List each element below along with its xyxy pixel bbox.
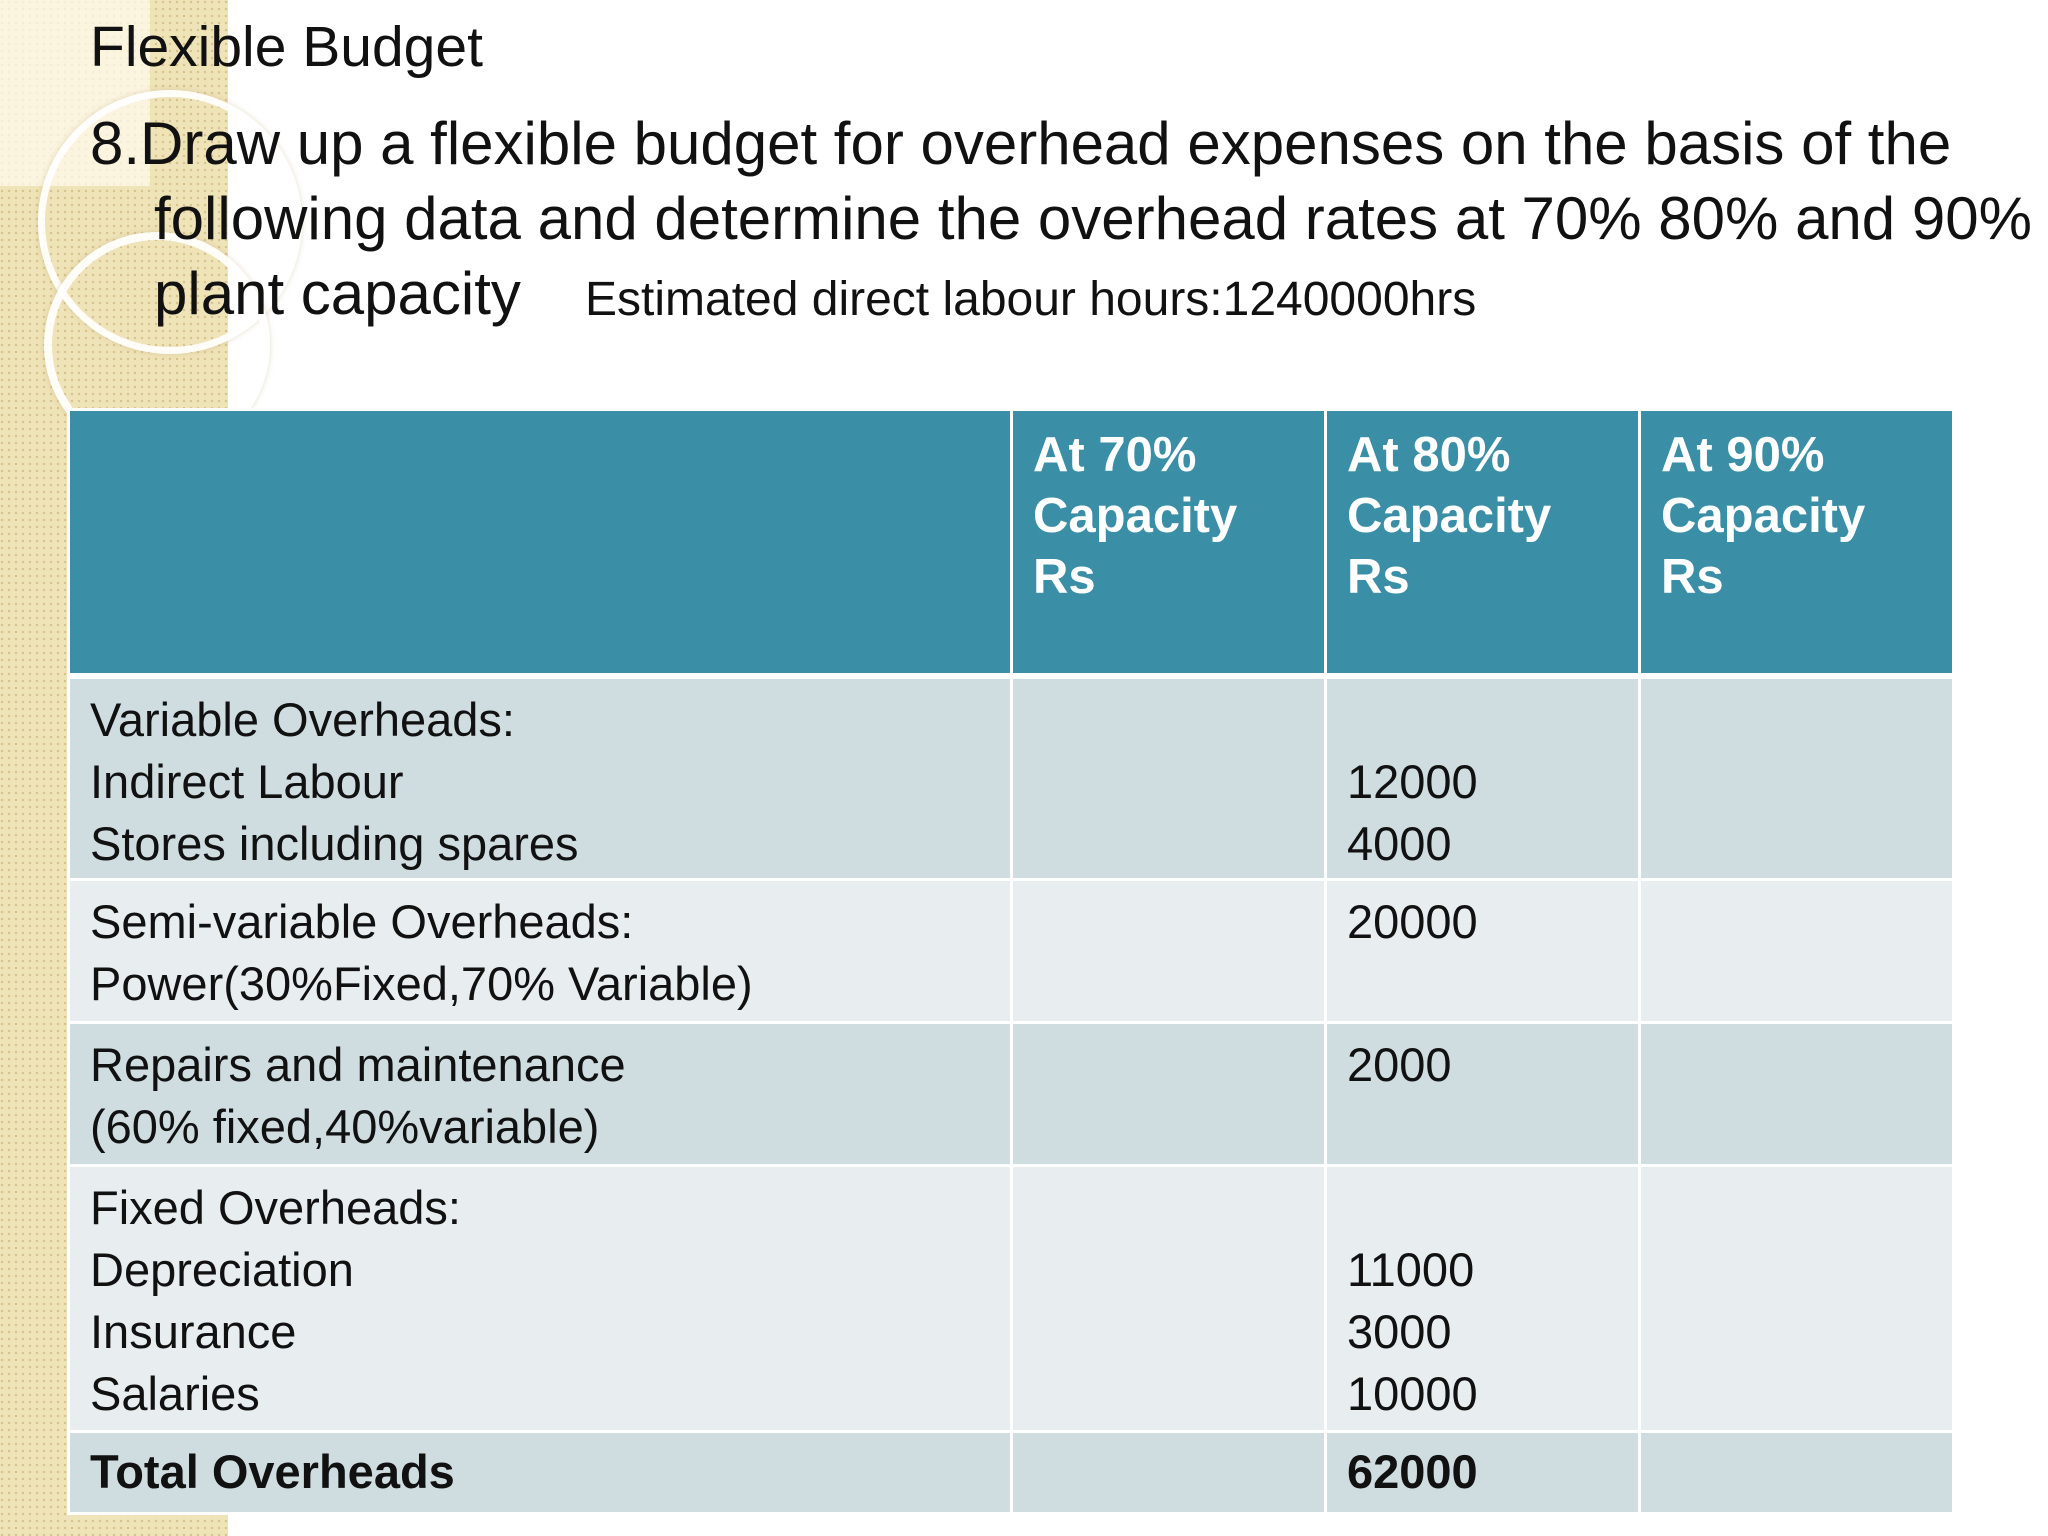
fixed-overheads-label-cell (69, 1166, 1012, 1432)
header-90-line-1: At 90% (1661, 428, 1825, 482)
fixed-overheads-80-cell (1326, 1166, 1640, 1432)
semi-variable-90-cell (1640, 880, 1954, 1023)
row-value: 3000 (1347, 1305, 1452, 1358)
total-overheads-label: Total Overheads (69, 1432, 1012, 1514)
row-label: Insurance (90, 1305, 297, 1358)
total-overheads-90-cell (1640, 1432, 1954, 1514)
row-value: 20000 (1347, 895, 1478, 948)
semi-variable-80-cell (1326, 880, 1640, 1023)
table-row-total-overheads (69, 1432, 1954, 1514)
total-overheads-70-cell (1012, 1432, 1326, 1514)
table-row-repairs-maintenance (69, 1023, 1954, 1166)
row-label: Power(30%Fixed,70% Variable) (90, 957, 753, 1010)
estimated-hours-note: Estimated direct labour hours:1240000hrs (585, 273, 1477, 326)
header-90-line-3: Rs (1661, 550, 1724, 604)
row-value-blank (1347, 1177, 1620, 1239)
row-value-blank (1347, 689, 1620, 751)
row-label: Fixed Overheads: (90, 1181, 461, 1234)
variable-overheads-label-cell (69, 676, 1012, 880)
semi-variable-label-cell (69, 880, 1012, 1023)
variable-overheads-80-cell (1326, 676, 1640, 880)
row-label: (60% fixed,40%variable) (90, 1100, 600, 1153)
repairs-70-cell (1012, 1023, 1326, 1166)
row-value: 4000 (1347, 816, 1452, 870)
header-80-capacity (1326, 410, 1640, 676)
row-label: Repairs and maintenance (90, 1038, 626, 1091)
fixed-overheads-90-cell (1640, 1166, 1954, 1432)
repairs-90-cell (1640, 1023, 1954, 1166)
header-90-line-2: Capacity (1661, 489, 1866, 543)
table-row-fixed-overheads (69, 1166, 1954, 1432)
row-value: 11000 (1347, 1243, 1475, 1296)
header-blank-cell (69, 410, 1012, 676)
header-70-capacity (1012, 410, 1326, 676)
table-row-semi-variable-overheads (69, 880, 1954, 1023)
variable-overheads-90-cell (1640, 676, 1954, 880)
header-90-capacity (1640, 410, 1954, 676)
row-label: Semi-variable Overheads: (90, 895, 634, 948)
table-header-row (69, 410, 1954, 676)
row-value: 10000 (1347, 1367, 1478, 1420)
header-80-line-2: Capacity (1347, 489, 1552, 543)
header-70-line-1: At 70% (1033, 428, 1197, 482)
question-text: 8.Draw up a flexible budget for overhead expenses on the basis of the following data and determine the overhead rates at 70% 80% and 90% plant capacity (90, 110, 2032, 327)
slide-title: Flexible Budget (90, 15, 483, 79)
fixed-overheads-70-cell (1012, 1166, 1326, 1432)
variable-overheads-70-cell (1012, 676, 1326, 880)
header-70-line-3: Rs (1033, 550, 1096, 604)
row-label: Salaries (90, 1367, 260, 1420)
row-value: 2000 (1347, 1038, 1452, 1091)
header-80-line-1: At 80% (1347, 428, 1511, 482)
header-70-line-2: Capacity (1033, 489, 1238, 543)
repairs-80-cell (1326, 1023, 1640, 1166)
row-label: Indirect Labour (90, 754, 404, 808)
row-value: 12000 (1347, 754, 1478, 808)
total-overheads-80-value: 62000 (1326, 1432, 1640, 1514)
semi-variable-70-cell (1012, 880, 1326, 1023)
header-80-line-3: Rs (1347, 550, 1410, 604)
repairs-label-cell (69, 1023, 1012, 1166)
flexible-budget-table (67, 408, 1955, 1515)
row-label: Depreciation (90, 1243, 354, 1296)
row-label: Stores including spares (90, 816, 579, 870)
row-label: Variable Overheads: (90, 692, 515, 746)
table-row-variable-overheads (69, 676, 1954, 880)
